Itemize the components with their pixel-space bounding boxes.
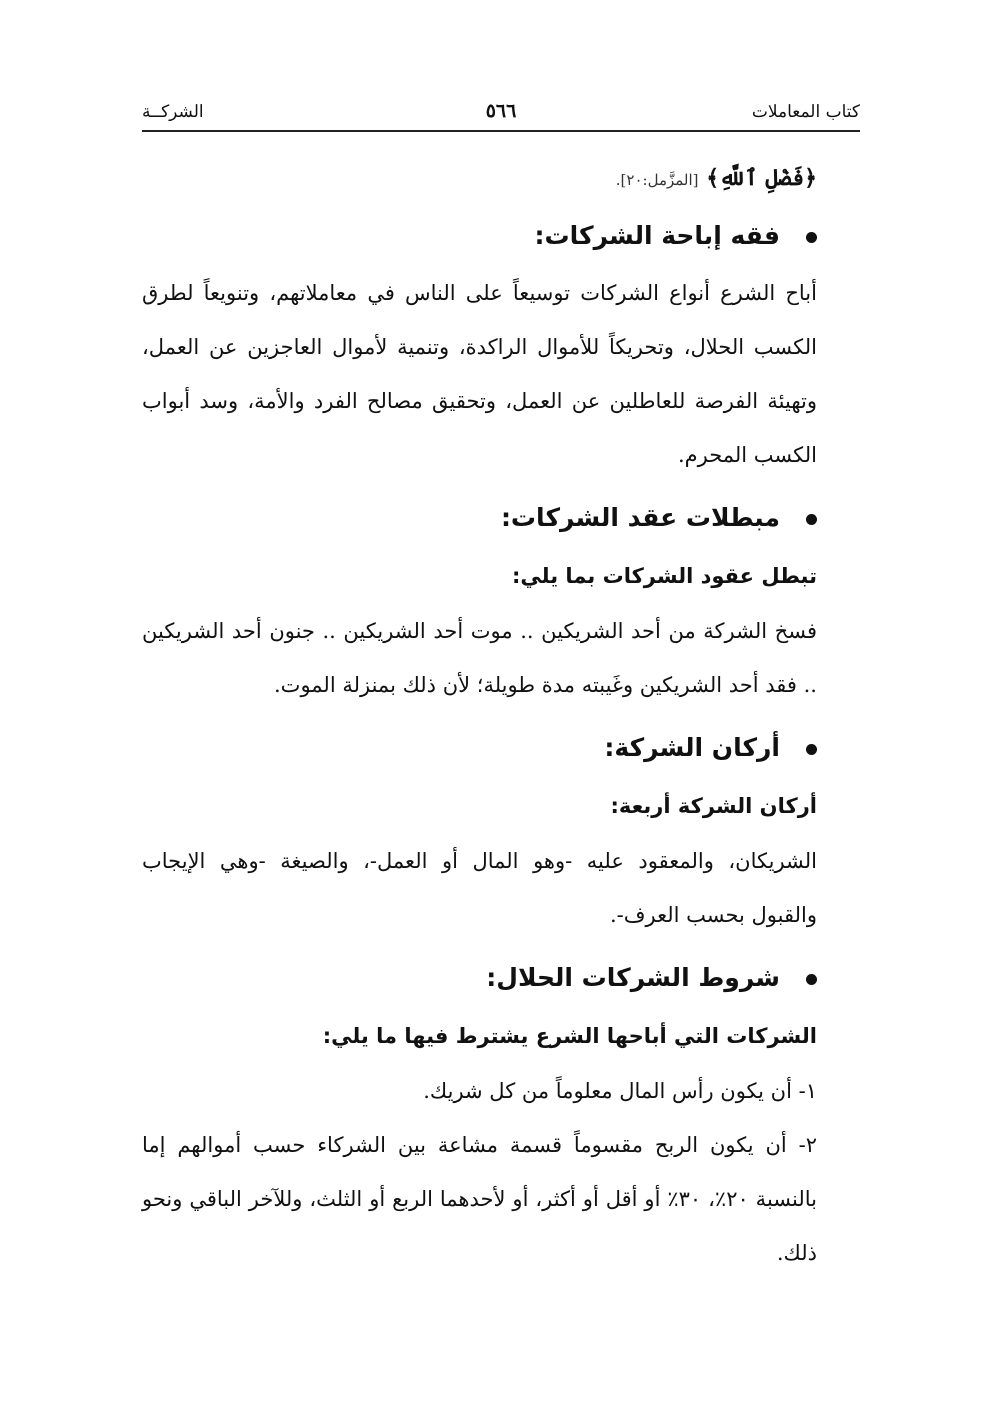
section-heading: مبطلات عقد الشركات: bbox=[142, 488, 817, 548]
section-paragraph: أباح الشرع أنواع الشركات توسيعاً على الناس في معاملاتهم، وتنويعاً لطرق الكسب الحلال، وتحريكاً للأموال الراكدة، وتنمية لأموال العاجزين عن العمل، وتهيئة الفرصة للعاطلين عن العمل، وتحقيق مصالح الفرد والأمة، وسد أبواب الكسب المحرم. bbox=[142, 281, 817, 467]
section-paragraph: فسخ الشركة من أحد الشريكين .. موت أحد الشريكين .. جنون أحد الشريكين .. فقد أحد الشريكين وغَيبته مدة طويلة؛ لأن ذلك بمنزلة الموت. bbox=[142, 619, 817, 697]
section-heading: شروط الشركات الحلال: bbox=[142, 948, 817, 1008]
page-header bbox=[142, 96, 860, 132]
section-subheading: أركان الشركة أربعة: bbox=[610, 794, 817, 818]
section-heading: فقه إباحة الشركات: bbox=[142, 206, 817, 266]
chapter-title: الشركــة bbox=[142, 102, 204, 122]
verse-reference: [المزَّمل:٢٠]. bbox=[615, 171, 699, 189]
section-subheading: الشركات التي أباحها الشرع يشترط فيها ما يلي: bbox=[322, 1024, 817, 1048]
page-number: ٥٦٦ bbox=[485, 100, 517, 122]
bullet-icon bbox=[806, 744, 817, 755]
section-paragraph: الشريكان، والمعقود عليه -وهو المال أو العمل-، والصيغة -وهي الإيجاب والقبول بحسب العرف-. bbox=[142, 849, 817, 927]
bullet-icon bbox=[806, 974, 817, 985]
list-item: ١- أن يكون رأس المال معلوماً من كل شريك. bbox=[423, 1079, 817, 1103]
page-body bbox=[142, 150, 817, 1280]
list-item: ٢- أن يكون الربح مقسوماً قسمة مشاعة بين الشركاء حسب أموالهم إما بالنسبة ٢٠٪، ٣٠٪ أو أقل أو أكثر، أو لأحدهما الربع أو الثلث، وللآخر الباقي ونحو ذلك. bbox=[142, 1133, 817, 1265]
quran-verse: ﴿فَضْلِ ٱللَّهِ﴾ bbox=[706, 165, 817, 191]
bullet-icon bbox=[806, 514, 817, 525]
quran-verse-line bbox=[142, 150, 817, 206]
book-title: كتاب المعاملات bbox=[751, 102, 860, 122]
bullet-icon bbox=[806, 232, 817, 243]
section-subheading: تبطل عقود الشركات بما يلي: bbox=[512, 564, 817, 588]
section-heading: أركان الشركة: bbox=[142, 718, 817, 778]
